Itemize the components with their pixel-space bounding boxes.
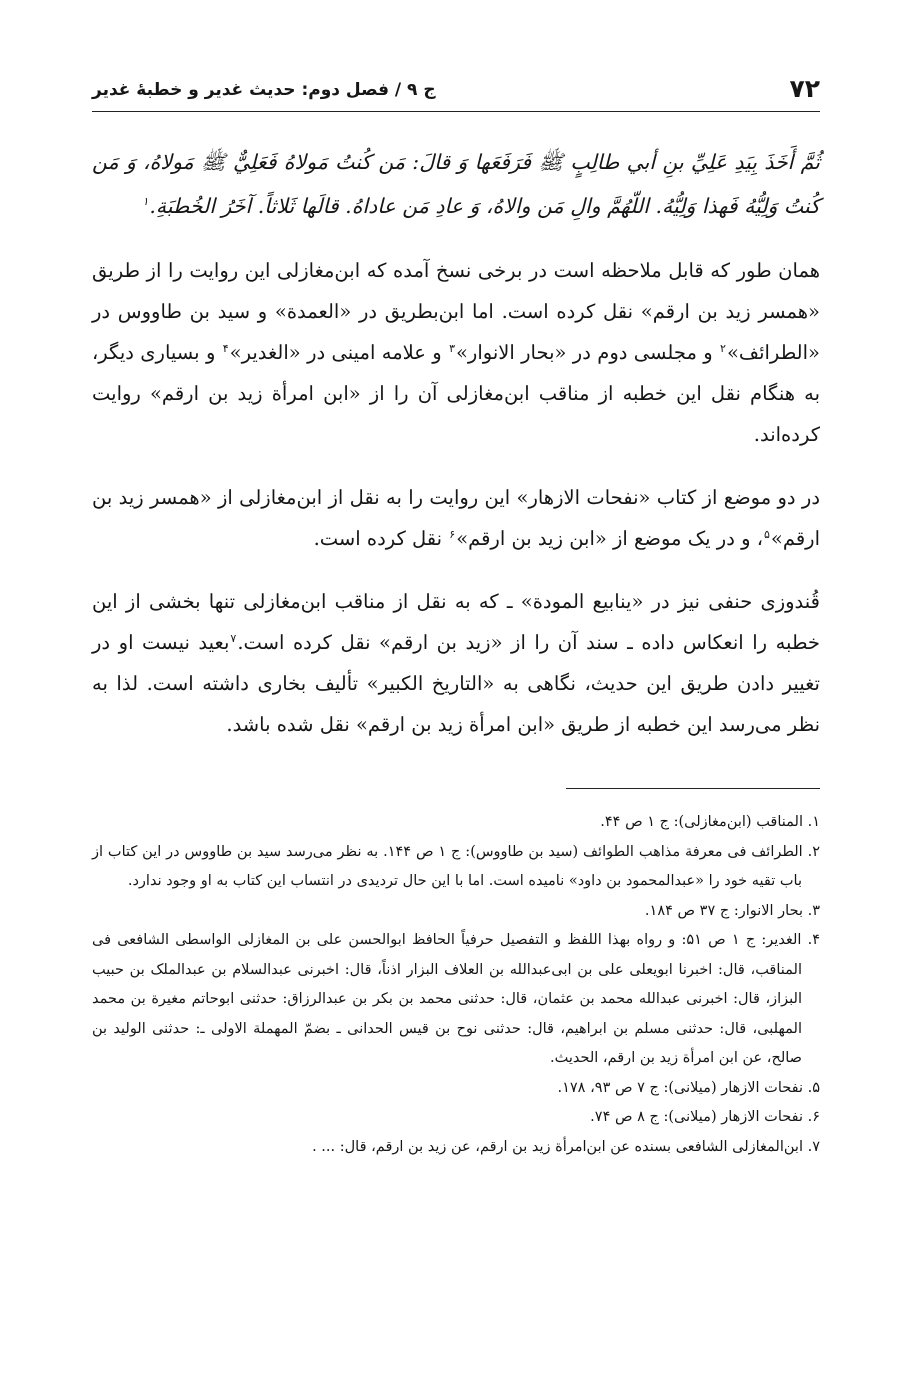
main-text bbox=[92, 140, 820, 745]
footnote-ref: ۷ bbox=[230, 631, 237, 645]
paragraph-text: و مجلسی دوم در «بحار الانوار» bbox=[455, 341, 720, 364]
running-title: ج ۹ / فصل دوم: حدیث غدیر و خطبهٔ غدیر bbox=[92, 80, 436, 100]
paragraph-1 bbox=[92, 250, 820, 455]
paragraph-text: و علامه امینی در «الغدیر» bbox=[229, 341, 449, 364]
header-rule bbox=[92, 111, 820, 112]
paragraph-text: و بسیاری دیگر، به هنگام نقل این خطبه از مناقب ابن‌مغازلی آن را از «ابن امرأة زید بن ارقم» روایت کرده‌اند. bbox=[92, 341, 820, 446]
footnote-3: ۳. بحار الانوار: ج ۳۷ ص ۱۸۴. bbox=[644, 902, 820, 919]
footnote-ref: ۴ bbox=[222, 341, 229, 355]
footnotes bbox=[92, 808, 820, 1162]
page-number: ۷۲ bbox=[789, 74, 820, 103]
footnote-1: ۱. المناقب (ابن‌مغازلی): ج ۱ ص ۴۴. bbox=[600, 814, 820, 830]
footnote-4: ۴. الغدیر: ج ۱ ص ۵۱: و رواه بهذا اللفظ و التفصیل حرفیاً الحافظ ابوالحسن علی بن المغازلی الواسطی الشافعی فی المناقب، قال: اخبرنا ابویعلی علی بن ابی‌عبدالله بن العلاف البزار اذناً، قال: اخبرنی عبدالسلام بن عبدالملک بن حبیب البزاز، قال: اخبرنی عبدالله محمد بن عثمان، قال: حدثنی محمد بن بکر بن عبدالرزاق: حدثنی ابوحاتم مغیرة بن محمد المهلبی، قال: حدثنی مسلم بن ابراهیم، قال: حدثنی نوح بن قیس الحدانی ـ بضمّ المهملة الاولی ـ: حدثنی الولید بن صالح، عن ابن امرأة زید بن ارقم، الحدیث. bbox=[92, 932, 820, 1066]
footnote-ref: ۶ bbox=[449, 527, 456, 541]
footnote-ref: ۲ bbox=[720, 341, 726, 355]
paragraph-text: در دو موضع از کتاب «نفحات الازهار» این روایت را به نقل از ابن‌مغازلی از «همسر زید بن ارقم» bbox=[92, 486, 820, 550]
paragraph-text: قُندوزی حنفی نیز در «ینابیع المودة» ـ که به نقل از مناقب ابن‌مغازلی تنها بخشی از این خطبه را انعکاس داده ـ سند آن را از «زید بن ارقم» نقل کرده است. bbox=[92, 590, 820, 654]
footnote-separator bbox=[566, 788, 820, 789]
footnote-ref: ۱ bbox=[142, 195, 149, 209]
paragraph-text: همان طور که قابل ملاحظه است در برخی نسخ آمده که ابن‌مغازلی این روایت را از طریق «همسر زید بن ارقم» نقل کرده است. اما ابن‌بطریق در «العمدة» و سید بن طاووس در «الطرائف» bbox=[92, 259, 820, 364]
footnote-ref: ۳ bbox=[449, 341, 455, 355]
paragraph-text: ، و در یک موضع از «ابن زید بن ارقم» bbox=[456, 527, 763, 550]
arabic-quote-text: ثُمَّ أَخَذَ بِيَدِ عَلِيِّ بنِ أبي طالِبٍ ﷺ فَرَفَعَها وَ قالَ: مَن كُنتُ مَولاهُ فَعَلِيٌّ ﷺ مَولاهُ، وَ مَن كُنتُ وَلِيُّهُ فَهذا وَلِيُّهُ. اللّهُمَّ والِ مَن والاهُ، وَ عادِ مَن عاداهُ. قالَها ثَلاثاً. آخَرُ الخُطبَةِ. bbox=[92, 150, 820, 218]
paragraph-3 bbox=[92, 581, 820, 745]
paragraph-text: بعید نیست او در تغییر دادن طریق این حدیث، نگاهی به «التاریخ الکبیر» تألیف بخاری داشته است. لذا به نظر می‌رسد این خطبه از طریق «ابن امرأة زید بن ارقم» نقل شده باشد. bbox=[92, 631, 820, 736]
footnote-6: ۶. نفحات الازهار (میلانی): ج ۸ ص ۷۴. bbox=[590, 1109, 820, 1125]
paragraph-text: نقل کرده است. bbox=[313, 527, 449, 550]
footnote-2: ۲. الطرائف فی معرفة مذاهب الطوائف (سید بن طاووس): ج ۱ ص ۱۴۴. به نظر می‌رسد سید بن طاووس در این کتاب از باب تقیه خود را «عبدالمحمود بن داود» نامیده است. اما با این حال تردیدی در انتساب این کتاب به او وجود ندارد. bbox=[92, 843, 821, 889]
paragraph-2 bbox=[92, 477, 820, 559]
footnote-ref: ۵ bbox=[764, 527, 770, 541]
arabic-quote bbox=[92, 140, 820, 228]
footnote-5: ۵. نفحات الازهار (میلانی): ج ۷ ص ۹۳، ۱۷۸. bbox=[557, 1079, 820, 1096]
footnote-7: ۷. ابن‌المغازلی الشافعی بسنده عن ابن‌امرأة زید بن ارقم، عن زید بن ارقم، قال: ... . bbox=[312, 1138, 820, 1155]
page-header bbox=[92, 68, 820, 112]
